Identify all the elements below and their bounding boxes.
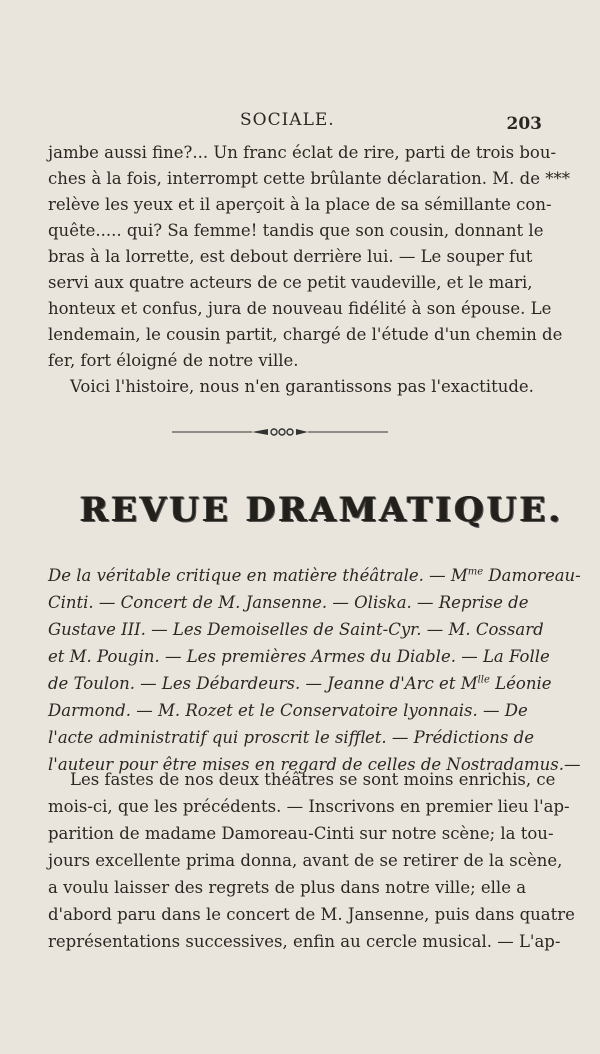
text-line: mois-ci, que les précédents. — Inscrivons en premier lieu l'ap- bbox=[48, 797, 570, 816]
text-line: Voici l'histoire, nous n'en garantissons pas l'exactitude. bbox=[70, 377, 534, 396]
text-line: bras à la lorrette, est debout derrière lui. — Le souper fut bbox=[48, 247, 533, 266]
text-line: quête..... qui? Sa femme! tandis que son cousin, donnant le bbox=[48, 221, 544, 240]
summary-line: et M. Pougin. — Les premières Armes du Diable. — La Folle bbox=[48, 647, 550, 666]
text-line: représentations successives, enfin au cercle musical. — L'ap- bbox=[48, 932, 561, 951]
summary-line: l'acte administratif qui proscrit le sifflet. — Prédictions de bbox=[48, 728, 534, 747]
text-line: lendemain, le cousin partit, chargé de l'étude d'un chemin de bbox=[48, 325, 563, 344]
summary-line: De la véritable critique en matière théâtrale. — $M^{me}$ Damoreau- bbox=[48, 566, 581, 585]
text-line: servi aux quatre acteurs de ce petit vaudeville, et le mari, bbox=[48, 273, 533, 292]
paragraph-top bbox=[48, 140, 570, 400]
summary-line: Gustave III. — Les Demoiselles de Saint-Cyr. — M. Cossard bbox=[48, 620, 544, 639]
summary-line: Darmond. — M. Rozet et le Conservatoire lyonnais. — De bbox=[48, 701, 528, 720]
paragraph-bottom bbox=[48, 766, 575, 955]
text-line: jours excellente prima donna, avant de se retirer de la scène, bbox=[48, 851, 563, 870]
text-line: d'abord paru dans le concert de M. Jansenne, puis dans quatre bbox=[48, 905, 575, 924]
ornament-divider bbox=[172, 426, 388, 438]
text-line: honteux et confus, jura de nouveau fidélité à son épouse. Le bbox=[48, 299, 552, 318]
text-line: jambe aussi fine?... Un franc éclat de rire, parti de trois bou- bbox=[48, 143, 557, 162]
page-header bbox=[0, 110, 600, 134]
text-line: parition de madame Damoreau-Cinti sur notre scène; la tou- bbox=[48, 824, 554, 843]
section-title: REVUE DRAMATIQUE. bbox=[80, 490, 564, 530]
text-line: ches à la fois, interrompt cette brûlante déclaration. M. de *** bbox=[48, 169, 570, 188]
text-line: fer, fort éloigné de notre ville. bbox=[48, 351, 299, 370]
text-line: a voulu laisser des regrets de plus dans notre ville; elle a bbox=[48, 878, 527, 897]
page-number: 203 bbox=[506, 114, 542, 134]
summary-line: de Toulon. — Les Débardeurs. — Jeanne d'Arc et $M^{lle}$ Léonie bbox=[48, 674, 552, 693]
text-line: relève les yeux et il aperçoit à la place de sa sémillante con- bbox=[48, 195, 552, 214]
summary-line: Cinti. — Concert de M. Jansenne. — Oliska. — Reprise de bbox=[48, 593, 529, 612]
text-line: Les fastes de nos deux théâtres se sont moins enrichis, ce bbox=[70, 770, 556, 789]
running-head: SOCIALE. bbox=[240, 110, 335, 130]
summary-paragraph bbox=[48, 562, 581, 778]
summary-line: l'auteur pour être mises en regard de celles de Nostradamus.— bbox=[48, 755, 581, 774]
